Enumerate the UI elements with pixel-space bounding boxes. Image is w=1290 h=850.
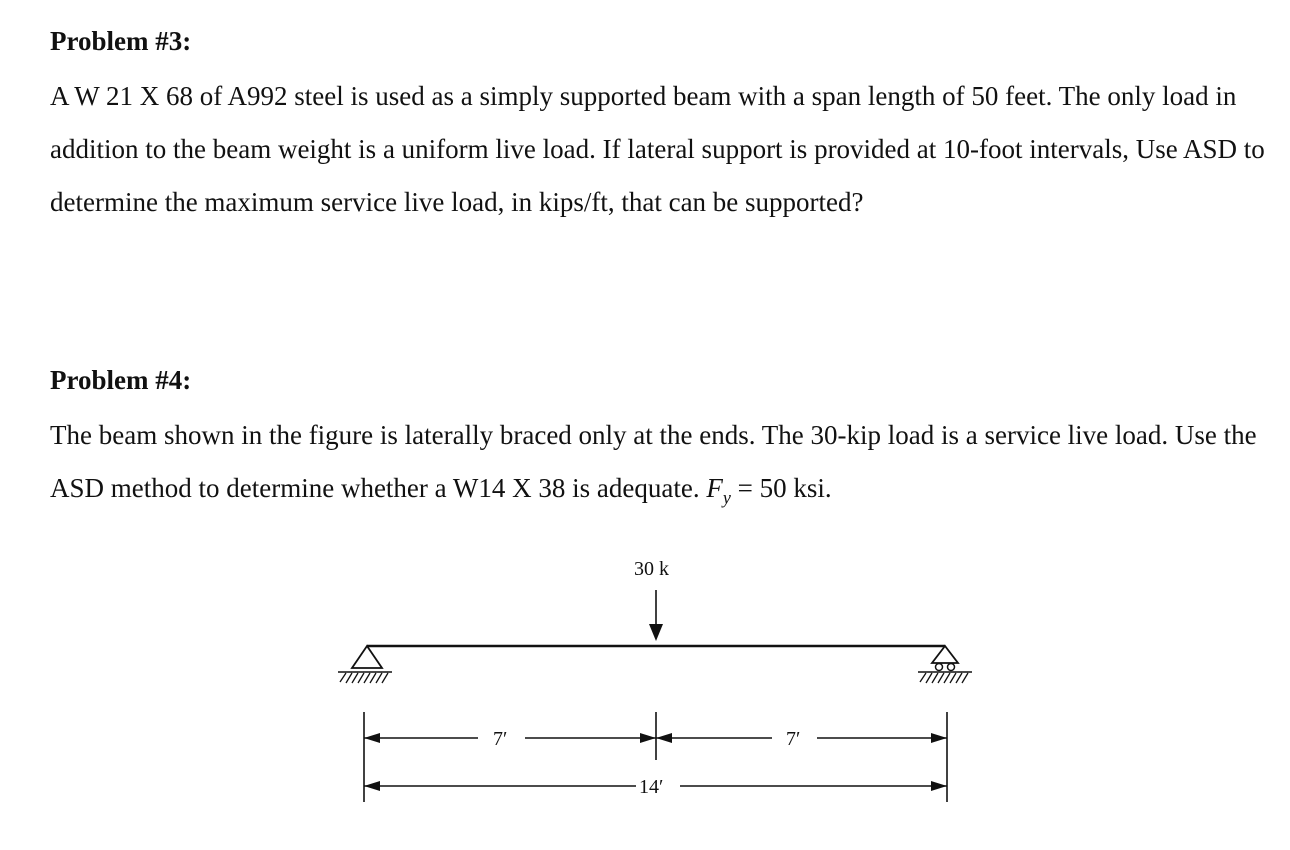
load-label: 30 k xyxy=(634,558,669,580)
left-segment-label: 7′ xyxy=(493,728,508,750)
dimension-left-7ft xyxy=(364,733,656,743)
problem-3-heading: Problem #3: xyxy=(50,26,192,56)
load-arrow xyxy=(649,590,663,641)
roller-support-right xyxy=(918,646,972,683)
problem-3-text: A W 21 X 68 of A992 steel is used as a simply supported beam with a span length of 50 feet. The only load in addition to the beam weight is a uniform live load. If lateral support is provided at 10-foot intervals, Use ASD to determine the maximum service live load, in kips/ft, that can be supported? xyxy=(50,81,1265,217)
fy-symbol: $F_y$ xyxy=(706,473,731,508)
problem-4-text-after: = 50 ksi. xyxy=(730,473,832,503)
problem-4-text-before: The beam shown in the figure is laterally braced only at the ends. The 30-kip load is a service live load. Use the ASD method to determine whether a W14 X 38 is adequate. xyxy=(50,420,1257,503)
pin-support-left xyxy=(338,646,392,683)
total-span-label: 14′ xyxy=(639,776,664,798)
right-segment-label: 7′ xyxy=(786,728,801,750)
problem-4-heading: Problem #4: xyxy=(50,365,192,395)
fy-subscript: y xyxy=(722,487,731,508)
dimension-right-7ft xyxy=(656,733,947,743)
